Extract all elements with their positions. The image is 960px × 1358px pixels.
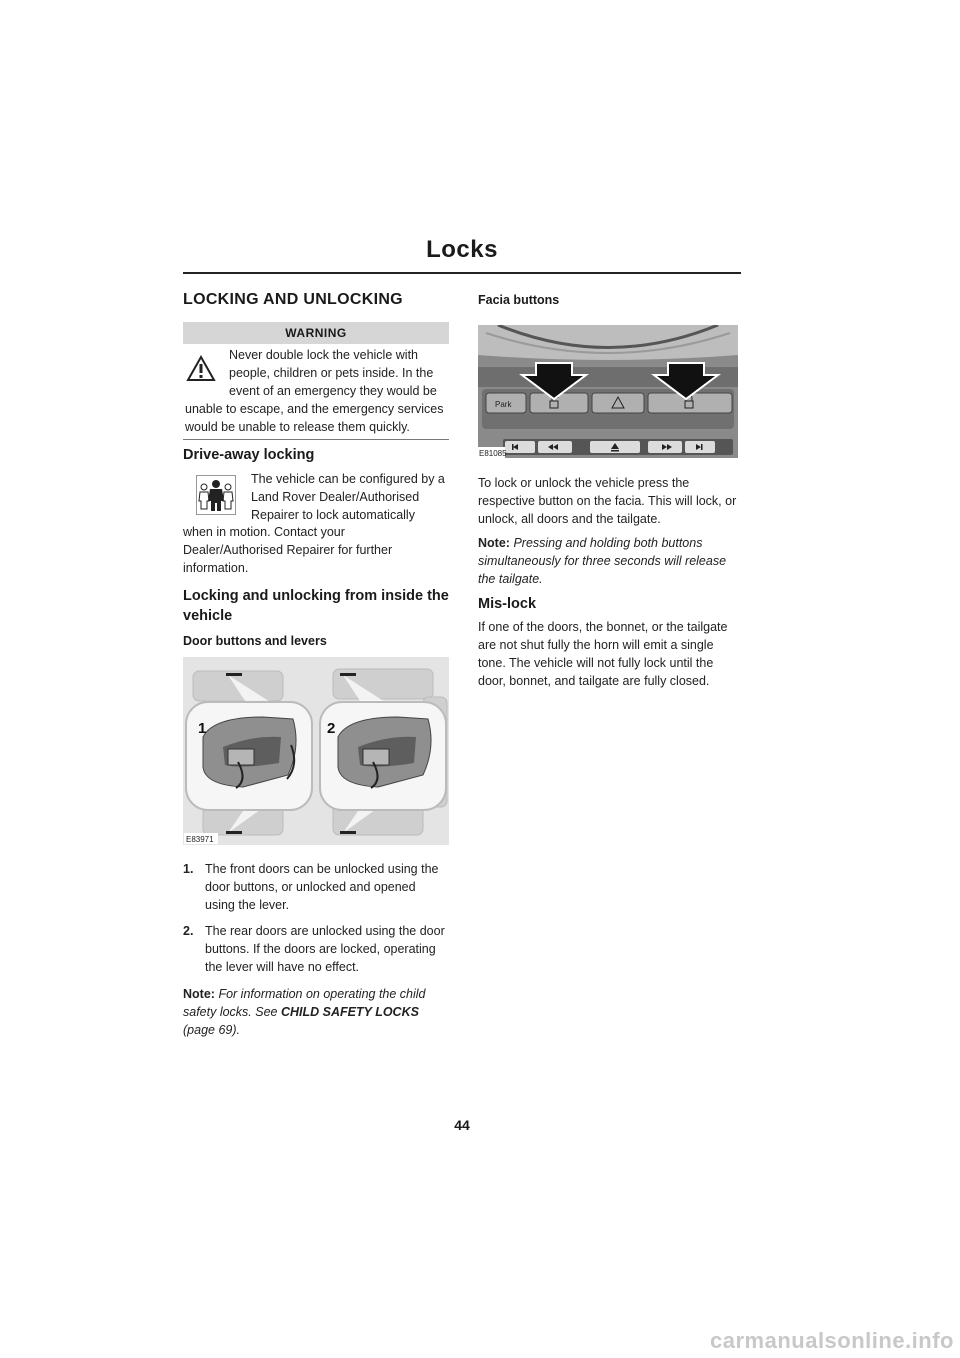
dealer-people-icon	[196, 475, 236, 515]
page-title: Locks	[426, 236, 498, 263]
list-item-1: 1. The front doors can be unlocked using the door buttons, or unlocked and opened using the lever.	[183, 862, 439, 912]
door-buttons-subheading: Door buttons and levers	[183, 634, 327, 648]
callout-1: 1	[198, 720, 207, 737]
child-safety-locks-link[interactable]: CHILD SAFETY LOCKS	[280, 1005, 419, 1019]
warning-text: Never double lock the vehicle with people, children or pets inside. In the event of an emergency they would be	[229, 348, 437, 398]
drive-away-heading: Drive-away locking	[183, 447, 315, 463]
park-button-label: Park	[495, 400, 512, 409]
drive-away-icon-text: The vehicle can be configured by a Land Rover Dealer/Authorised Repairer to lock automatically	[251, 472, 445, 522]
callout-2: 2	[327, 720, 336, 737]
inside-heading: Locking and unlocking from inside the vehicle	[183, 588, 449, 624]
drive-away-text: when in motion. Contact your Dealer/Authorised Repairer for further information.	[183, 525, 393, 575]
facia-text: To lock or unlock the vehicle press the respective button on the facia. This will lock, or unlock, all doors and the tailgate.	[478, 476, 737, 526]
warning-label: WARNING	[183, 322, 449, 344]
tailgate-note: Note: Pressing and holding both buttons simultaneously for three seconds will release the tailgate.	[478, 536, 727, 586]
facia-figure-code: E81085	[479, 449, 507, 458]
section-heading: LOCKING AND UNLOCKING	[183, 291, 403, 308]
watermark: carmanualsonline.info	[710, 1328, 954, 1353]
facia-buttons-figure	[478, 325, 738, 458]
mislock-heading: Mis-lock	[478, 596, 537, 612]
page-number: 44	[454, 1117, 470, 1133]
list-item-2: 2. The rear doors are unlocked using the door buttons. If the doors are locked, operating the lever will have no effect.	[183, 924, 445, 974]
facia-heading: Facia buttons	[478, 293, 560, 307]
warning-triangle-icon	[186, 355, 216, 382]
mislock-text: If one of the doors, the bonnet, or the tailgate are not shut fully the horn will emit a single tone. The vehicle will not fully lock until the door, bonnet, and tailgate are fully closed.	[478, 620, 728, 688]
door-handles-figure	[183, 657, 449, 845]
child-lock-note: Note: For information on operating the child safety locks. See CHILD SAFETY LOCKS (page 69).	[183, 987, 426, 1037]
title-rule	[183, 272, 741, 274]
door-figure-code: E83971	[186, 835, 214, 844]
warning-text-continued: unable to escape, and the emergency services would be unable to release them quickly.	[185, 402, 444, 434]
warning-rule	[183, 439, 449, 440]
